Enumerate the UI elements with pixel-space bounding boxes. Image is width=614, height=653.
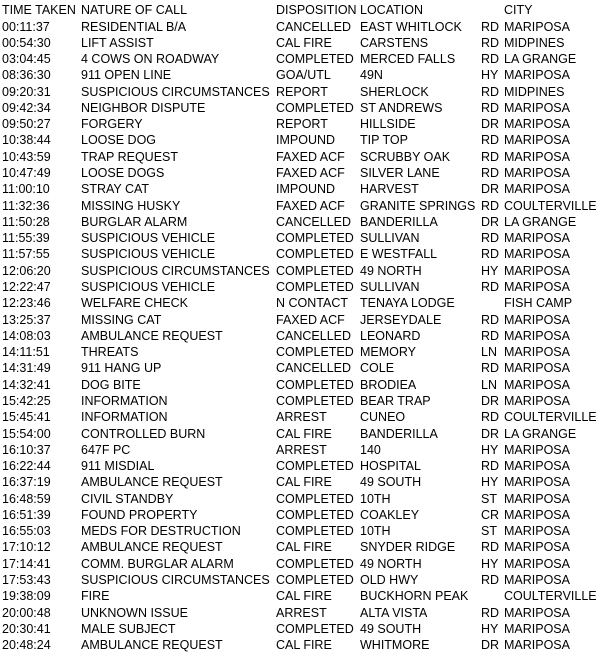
row-nature-of-call: MISSING HUSKY [81,198,181,213]
row-disposition: IMPOUND [276,182,336,197]
row-location: 49N [360,68,383,83]
row-city: MARIPOSA [504,475,570,490]
row-nature-of-call: 911 MISDIAL [81,459,155,474]
row-disposition: ARREST [276,442,327,457]
row-time: 17:10:12 [2,540,51,555]
row-location: HILLSIDE [360,117,416,132]
row-location: LEONARD [360,328,421,343]
row-city: MARIPOSA [504,442,570,457]
row-city: MARIPOSA [504,312,570,327]
row-city: MARIPOSA [504,459,570,474]
row-time: 09:50:27 [2,117,51,132]
row-nature-of-call: 911 HANG UP [81,361,162,376]
row-disposition: COMPLETED [276,345,354,360]
row-time: 14:11:51 [2,345,50,360]
row-street-suffix: RD [481,84,500,99]
row-city: MARIPOSA [504,231,570,246]
row-disposition: CANCELLED [276,361,352,376]
row-time: 12:23:46 [2,296,51,311]
row-city: MARIPOSA [504,328,570,343]
row-disposition: FAXED ACF [276,312,345,327]
row-city: MARIPOSA [504,605,570,620]
row-location: MEMORY [360,345,417,360]
row-street-suffix: RD [481,361,500,376]
row-disposition: CANCELLED [276,214,352,229]
row-time: 15:42:25 [2,393,51,408]
row-disposition: ARREST [276,605,327,620]
row-time: 10:38:44 [2,133,51,148]
row-disposition: CAL FIRE [276,638,332,653]
row-time: 09:42:34 [2,100,51,115]
row-city: MARIPOSA [504,149,570,164]
row-time: 11:57:55 [2,247,50,262]
row-disposition: COMPLETED [276,393,354,408]
row-street-suffix: RD [481,573,500,588]
row-location: BANDERILLA [360,214,438,229]
row-time: 00:11:37 [2,19,50,34]
row-city: MARIPOSA [504,19,570,34]
row-time: 10:47:49 [2,166,51,181]
row-time: 12:06:20 [2,263,51,278]
row-city: MARIPOSA [504,361,570,376]
row-disposition: COMPLETED [276,556,354,571]
row-city: MARIPOSA [504,573,570,588]
row-disposition: CAL FIRE [276,426,332,441]
row-city: MARIPOSA [504,182,570,197]
row-time: 20:00:48 [2,605,51,620]
row-location: CARSTENS [360,35,429,50]
row-street-suffix: RD [481,605,500,620]
row-time: 15:45:41 [2,410,51,425]
row-location: SILVER LANE [360,166,440,181]
row-nature-of-call: FIRE [81,589,110,604]
row-city: MARIPOSA [504,556,570,571]
row-location: JERSEYDALE [360,312,442,327]
header-nature-of-call: NATURE OF CALL [81,3,188,17]
row-city: MARIPOSA [504,263,570,278]
row-street-suffix: RD [481,19,500,34]
row-street-suffix: RD [481,149,500,164]
row-disposition: N CONTACT [276,296,348,311]
row-nature-of-call: BURGLAR ALARM [81,214,188,229]
row-nature-of-call: MEDS FOR DESTRUCTION [81,524,241,539]
header-time-taken: TIME TAKEN [2,3,76,17]
row-location: BANDERILLA [360,426,438,441]
row-nature-of-call: CONTROLLED BURN [81,426,206,441]
row-time: 19:38:09 [2,589,51,604]
row-street-suffix: RD [481,231,500,246]
row-nature-of-call: LOOSE DOG [81,133,157,148]
row-time: 13:25:37 [2,312,51,327]
row-street-suffix: RD [481,279,500,294]
row-location: 49 NORTH [360,556,422,571]
row-location: SCRUBBY OAK [360,149,451,164]
row-street-suffix: DR [481,426,500,441]
row-city: MARIPOSA [504,638,570,653]
row-location: TENAYA LODGE [360,296,455,311]
row-nature-of-call: INFORMATION [81,410,168,425]
row-street-suffix: RD [481,166,500,181]
row-location: E WESTFALL [360,247,438,262]
row-street-suffix: HY [481,475,499,490]
row-disposition: GOA/UTL [276,68,331,83]
row-disposition: COMPLETED [276,491,354,506]
row-location: 49 SOUTH [360,475,422,490]
row-disposition: CAL FIRE [276,589,332,604]
row-street-suffix: RD [481,100,500,115]
row-time: 17:14:41 [2,556,51,571]
row-disposition: COMPLETED [276,263,354,278]
row-nature-of-call: AMBULANCE REQUEST [81,540,223,555]
row-time: 17:53:43 [2,573,51,588]
row-street-suffix: DR [481,638,500,653]
row-street-suffix: DR [481,117,500,132]
row-street-suffix: DR [481,393,500,408]
row-disposition: COMPLETED [276,459,354,474]
row-street-suffix: RD [481,312,500,327]
row-street-suffix: HY [481,556,499,571]
row-location: TIP TOP [360,133,408,148]
row-street-suffix: CR [481,507,500,522]
header-disposition: DISPOSITION [276,3,357,17]
row-street-suffix: RD [481,540,500,555]
row-location: CUNEO [360,410,406,425]
row-time: 20:30:41 [2,621,51,636]
row-street-suffix: HY [481,263,499,278]
row-city: LA GRANGE [504,214,577,229]
row-location: EAST WHITLOCK [360,19,462,34]
row-location: 10TH [360,491,391,506]
row-nature-of-call: SUSPICIOUS VEHICLE [81,279,216,294]
row-time: 16:48:59 [2,491,51,506]
row-time: 14:08:03 [2,328,51,343]
row-disposition: REPORT [276,84,328,99]
row-street-suffix: LN [481,345,497,360]
row-time: 14:31:49 [2,361,51,376]
row-time: 14:32:41 [2,377,51,392]
row-city: MARIPOSA [504,491,570,506]
row-nature-of-call: THREATS [81,345,139,360]
row-time: 00:54:30 [2,35,51,50]
row-street-suffix: HY [481,68,499,83]
row-city: FISH CAMP [504,296,573,311]
row-time: 10:43:59 [2,149,51,164]
row-nature-of-call: SUSPICIOUS CIRCUMSTANCES [81,263,270,278]
row-time: 16:22:44 [2,459,51,474]
row-street-suffix: DR [481,182,500,197]
row-nature-of-call: INFORMATION [81,393,168,408]
row-nature-of-call: COMM. BURGLAR ALARM [81,556,234,571]
row-time: 16:51:39 [2,507,51,522]
row-nature-of-call: TRAP REQUEST [81,149,179,164]
row-location: 49 SOUTH [360,621,422,636]
row-city: MIDPINES [504,84,565,99]
row-disposition: REPORT [276,117,328,132]
row-street-suffix: ST [481,491,497,506]
row-city: MARIPOSA [504,166,570,181]
row-location: 10TH [360,524,391,539]
row-location: GRANITE SPRINGS [360,198,476,213]
row-nature-of-call: DOG BITE [81,377,141,392]
row-nature-of-call: SUSPICIOUS CIRCUMSTANCES [81,84,270,99]
row-nature-of-call: WELFARE CHECK [81,296,188,311]
row-street-suffix: RD [481,459,500,474]
row-disposition: CAL FIRE [276,35,332,50]
row-city: MIDPINES [504,35,565,50]
row-nature-of-call: 911 OPEN LINE [81,68,172,83]
row-location: SHERLOCK [360,84,429,99]
row-city: MARIPOSA [504,100,570,115]
row-disposition: IMPOUND [276,133,336,148]
row-nature-of-call: CIVIL STANDBY [81,491,174,506]
row-location: HARVEST [360,182,419,197]
row-location: WHITMORE [360,638,430,653]
row-nature-of-call: FORGERY [81,117,143,132]
row-time: 08:36:30 [2,68,51,83]
row-city: MARIPOSA [504,345,570,360]
row-disposition: COMPLETED [276,247,354,262]
row-city: COULTERVILLE [504,410,597,425]
row-disposition: COMPLETED [276,377,354,392]
row-location: SULLIVAN [360,279,420,294]
row-city: MARIPOSA [504,393,570,408]
row-city: MARIPOSA [504,133,570,148]
row-street-suffix: HY [481,442,499,457]
row-nature-of-call: SUSPICIOUS VEHICLE [81,231,216,246]
row-time: 20:48:24 [2,638,51,653]
row-location: COLE [360,361,395,376]
row-nature-of-call: SUSPICIOUS CIRCUMSTANCES [81,573,270,588]
row-disposition: COMPLETED [276,524,354,539]
row-street-suffix: LN [481,377,497,392]
row-nature-of-call: UNKNOWN ISSUE [81,605,188,620]
row-nature-of-call: SUSPICIOUS VEHICLE [81,247,216,262]
row-city: MARIPOSA [504,377,570,392]
row-nature-of-call: 4 COWS ON ROADWAY [81,52,220,67]
row-street-suffix: RD [481,410,500,425]
row-nature-of-call: MALE SUBJECT [81,621,176,636]
row-nature-of-call: AMBULANCE REQUEST [81,638,223,653]
header-location: LOCATION [360,3,423,17]
row-disposition: FAXED ACF [276,166,345,181]
row-location: SNYDER RIDGE [360,540,456,555]
row-location: BRODIEA [360,377,417,392]
row-time: 16:10:37 [2,442,51,457]
row-location: MERCED FALLS [360,52,456,67]
row-disposition: CAL FIRE [276,475,332,490]
row-time: 11:32:36 [2,198,50,213]
header-city: CITY [504,3,533,17]
row-street-suffix: DR [481,214,500,229]
row-location: COAKLEY [360,507,420,522]
row-city: MARIPOSA [504,247,570,262]
row-nature-of-call: RESIDENTIAL B/A [81,19,187,34]
row-nature-of-call: AMBULANCE REQUEST [81,475,223,490]
row-disposition: FAXED ACF [276,198,345,213]
row-nature-of-call: STRAY CAT [81,182,150,197]
row-location: BEAR TRAP [360,393,431,408]
row-time: 16:37:19 [2,475,51,490]
row-street-suffix: RD [481,198,500,213]
row-location: 49 NORTH [360,263,422,278]
row-time: 09:20:31 [2,84,51,99]
row-time: 12:22:47 [2,279,51,294]
row-nature-of-call: FOUND PROPERTY [81,507,198,522]
row-time: 11:55:39 [2,231,50,246]
row-disposition: FAXED ACF [276,149,345,164]
row-nature-of-call: AMBULANCE REQUEST [81,328,223,343]
row-nature-of-call: LIFT ASSIST [81,35,154,50]
row-time: 15:54:00 [2,426,51,441]
row-city: MARIPOSA [504,540,570,555]
row-street-suffix: HY [481,621,499,636]
row-nature-of-call: MISSING CAT [81,312,162,327]
row-nature-of-call: LOOSE DOGS [81,166,165,181]
row-disposition: COMPLETED [276,52,354,67]
row-city: MARIPOSA [504,524,570,539]
row-nature-of-call: 647F PC [81,442,131,457]
row-street-suffix: RD [481,35,500,50]
row-time: 11:50:28 [2,214,50,229]
row-city: MARIPOSA [504,507,570,522]
row-city: MARIPOSA [504,279,570,294]
row-disposition: ARREST [276,410,327,425]
row-location: SULLIVAN [360,231,420,246]
row-city: COULTERVILLE [504,198,597,213]
row-time: 16:55:03 [2,524,51,539]
row-city: MARIPOSA [504,621,570,636]
row-street-suffix: RD [481,247,500,262]
row-location: 140 [360,442,381,457]
row-location: BUCKHORN PEAK [360,589,469,604]
row-time: 11:00:10 [2,182,50,197]
row-disposition: COMPLETED [276,100,354,115]
row-nature-of-call: NEIGHBOR DISPUTE [81,100,206,115]
row-location: ST ANDREWS [360,100,443,115]
row-street-suffix: RD [481,133,500,148]
row-disposition: CANCELLED [276,328,352,343]
row-location: ALTA VISTA [360,605,428,620]
row-time: 03:04:45 [2,52,51,67]
row-location: HOSPITAL [360,459,421,474]
row-disposition: COMPLETED [276,573,354,588]
row-disposition: COMPLETED [276,231,354,246]
row-city: COULTERVILLE [504,589,597,604]
row-street-suffix: ST [481,524,497,539]
row-city: MARIPOSA [504,117,570,132]
row-city: LA GRANGE [504,426,577,441]
row-street-suffix: RD [481,52,500,67]
row-disposition: CANCELLED [276,19,352,34]
row-disposition: COMPLETED [276,621,354,636]
row-city: MARIPOSA [504,68,570,83]
row-disposition: COMPLETED [276,507,354,522]
row-disposition: CAL FIRE [276,540,332,555]
row-street-suffix: RD [481,328,500,343]
row-location: OLD HWY [360,573,419,588]
row-city: LA GRANGE [504,52,577,67]
row-disposition: COMPLETED [276,279,354,294]
